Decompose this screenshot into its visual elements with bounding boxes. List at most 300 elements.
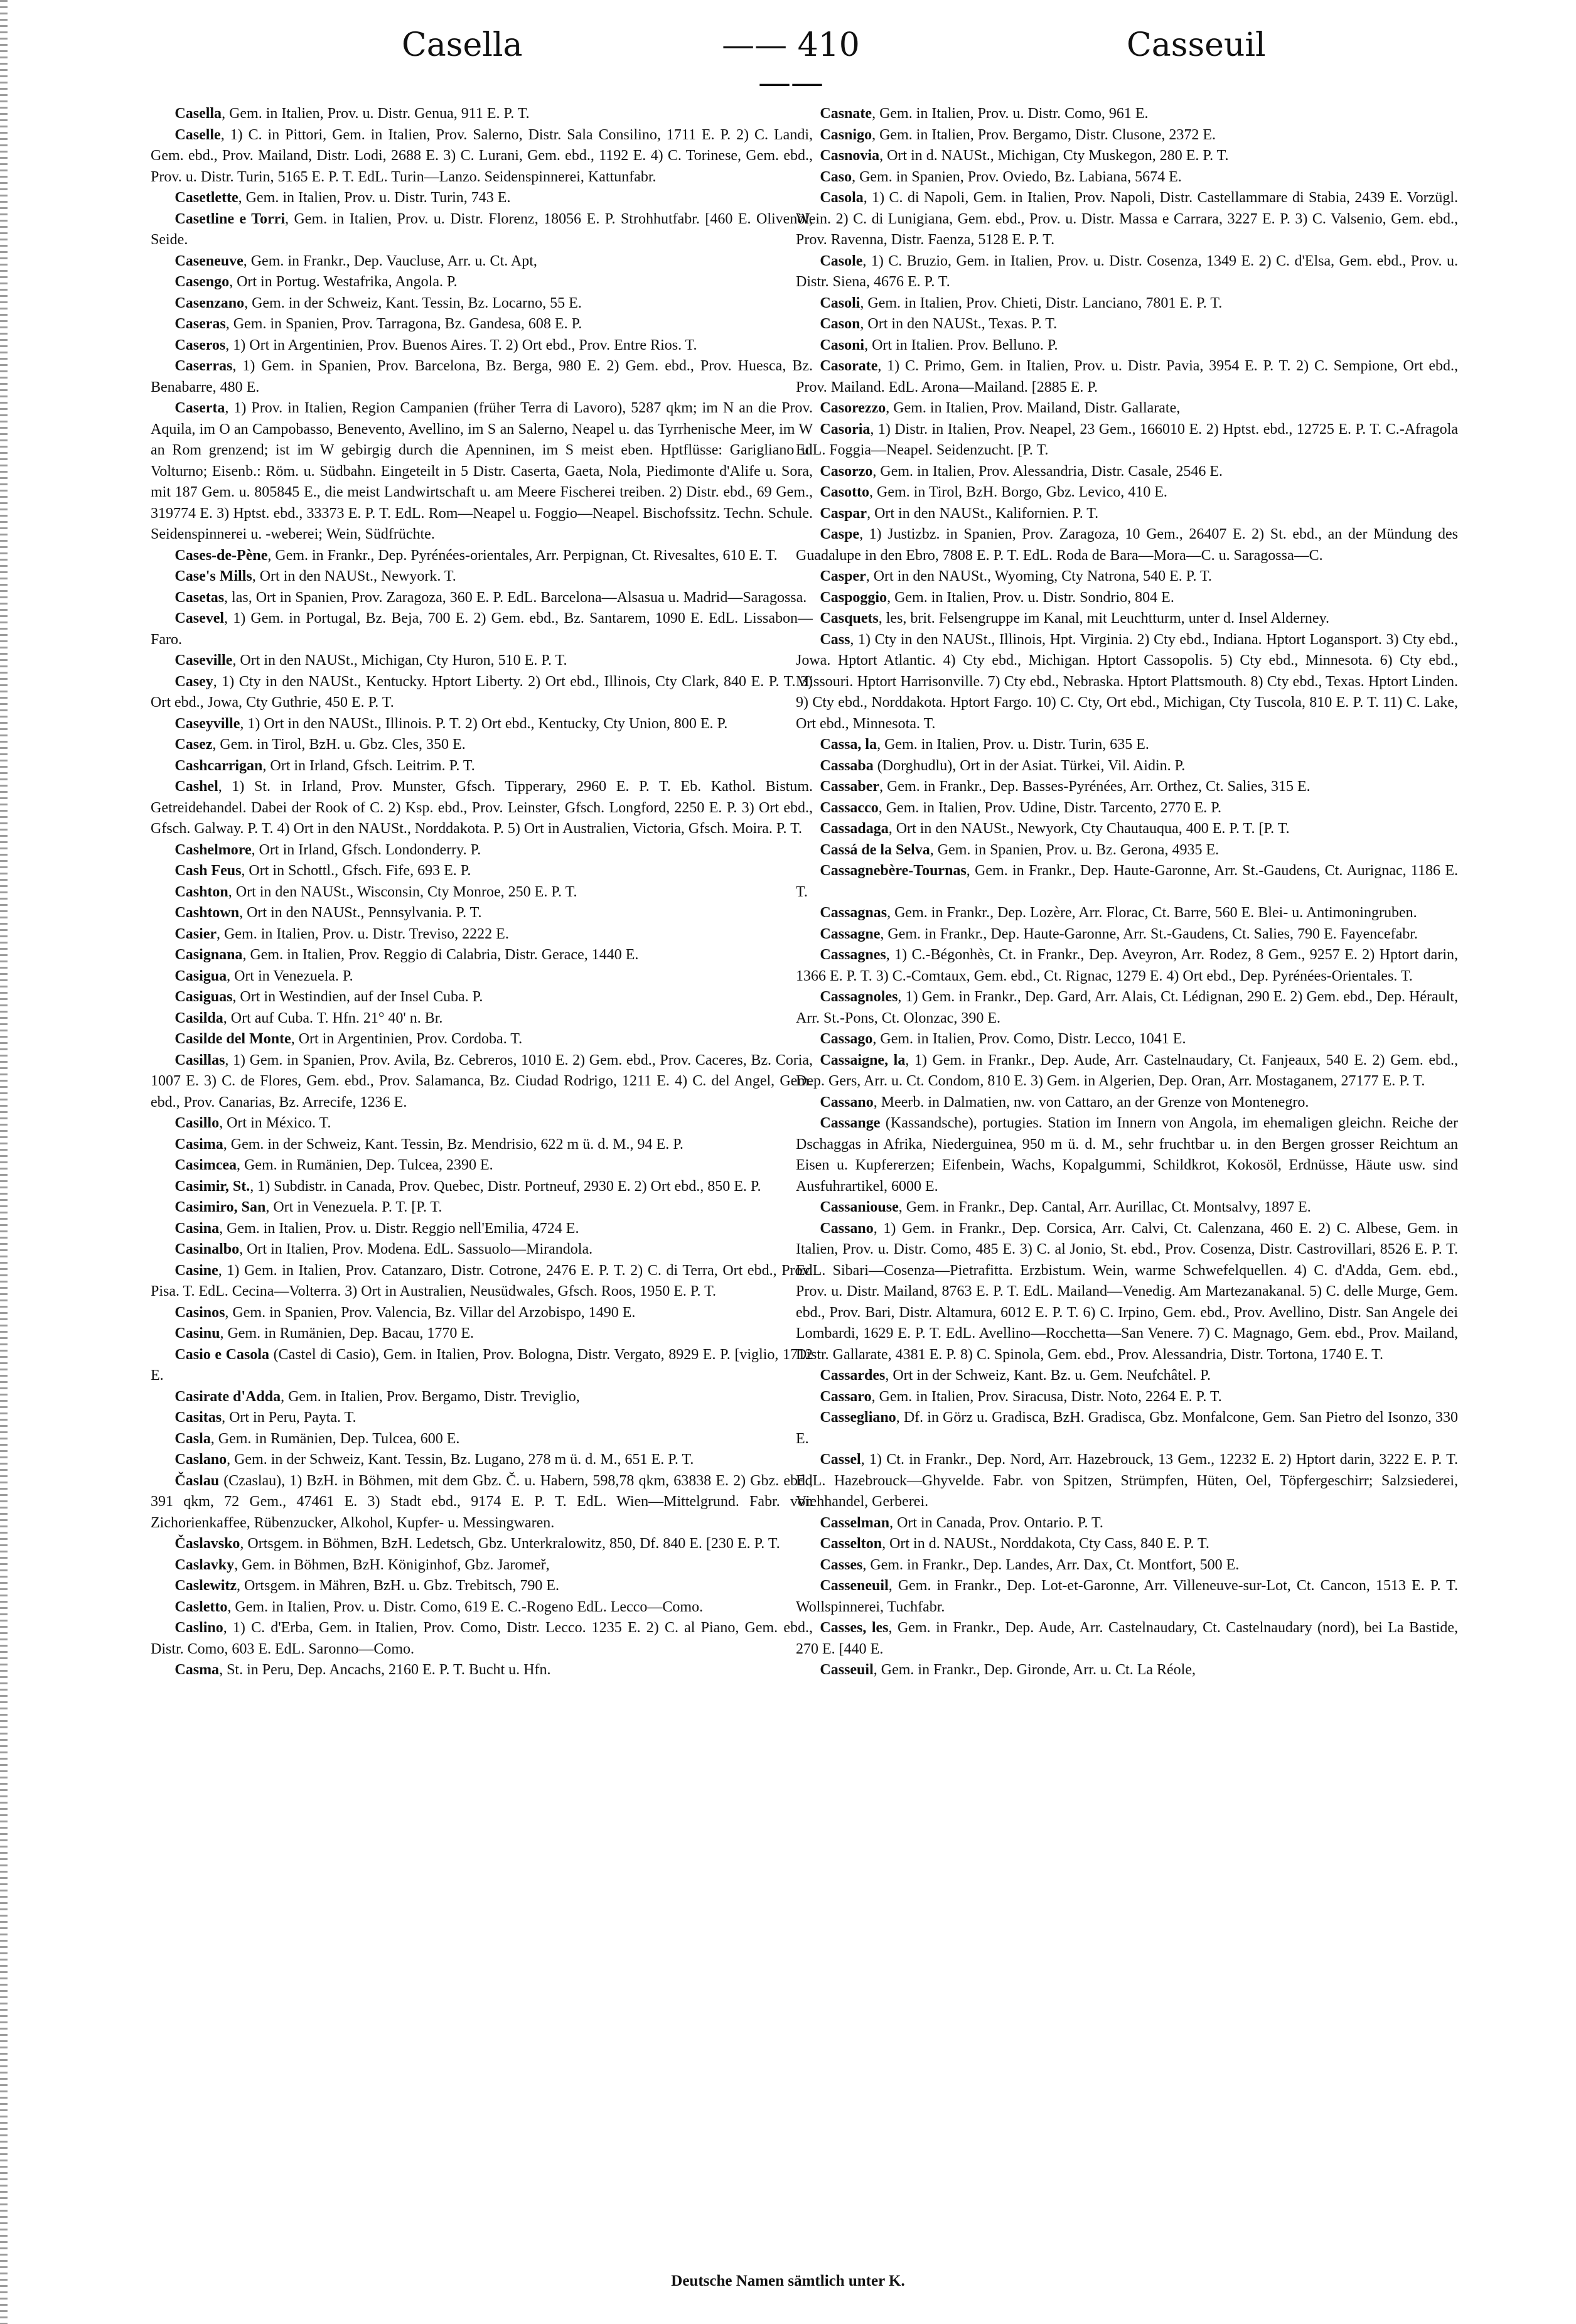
dictionary-entry	[796, 461, 1458, 483]
entry-text: , Ort in Argentinien, Prov. Cordoba. T.	[291, 1031, 523, 1047]
dictionary-entry	[151, 356, 813, 398]
entry-lemma: Cases-de-Pène	[174, 547, 268, 564]
entry-text: , Ort in der Schweiz, Kant. Bz. u. Gem. Neufchâtel. P.	[885, 1367, 1211, 1384]
entry-lemma: Casignana	[174, 947, 243, 963]
dictionary-entry	[151, 1660, 813, 1681]
entry-lemma: Casetas	[174, 589, 225, 606]
dictionary-entry	[151, 1008, 813, 1030]
dictionary-entry	[151, 840, 813, 861]
dictionary-entry	[796, 482, 1458, 503]
entry-text: , Gem. in Italien, Prov. u. Distr. Florenz, 18056 E. P. Strohhutfabr. [460 E. Olivenöl, Seide.	[151, 210, 813, 248]
entry-text: , Ort auf Cuba. T. Hfn. 21° 40' n. Br.	[223, 1009, 443, 1026]
entry-text: , Gem. in der Schweiz, Kant. Tessin, Bz. Mendrisio, 622 m ü. d. M., 94 E. P.	[223, 1136, 683, 1153]
header-last-entry: Casseuil	[1127, 26, 1266, 64]
entry-text: , Meerb. in Dalmatien, nw. von Cattaro, an der Grenze von Montenegro.	[873, 1094, 1309, 1111]
entry-lemma: Casillas	[174, 1052, 225, 1068]
entry-text: , 1) Distr. in Italien, Prov. Neapel, 23 Gem., 166010 E. 2) Hptst. ebd., 12725 E. P. T. C.-Afragola EdL. Foggia—Neapel. Seidenzucht. [P. T.	[796, 421, 1458, 458]
entry-text: , Ort in den NAUSt., Pennsylvania. P. T.	[239, 905, 482, 921]
dictionary-entry	[796, 251, 1458, 293]
entry-text: (Czaslau), 1) BzH. in Böhmen, mit dem Gbz. Č. u. Habern, 598,78 qkm, 63838 E. 2) Gbz. ebd., 391 qkm, 72 Gem., 47461 E. 3) Stadt ebd., 9174 E. P. T. EdL. Wien—Mittelgrund. Fabr. von Zichorienkaffee, Rübenzucker, Alkohol, Kupfer- u. Messingwaren.	[151, 1472, 813, 1531]
entry-lemma: Cassago	[820, 1031, 873, 1047]
entry-lemma: Casinu	[174, 1325, 220, 1342]
entry-text: , Gem. in Italien, Prov. u. Distr. Treviso, 2222 E.	[217, 925, 509, 942]
entry-text: , Ortsgem. in Böhmen, BzH. Ledetsch, Gbz. Unterkralowitz, 850, Df. 840 E. [230 E. P. T.	[240, 1536, 780, 1552]
entry-lemma: Case's Mills	[174, 568, 252, 584]
entry-lemma: Caspoggio	[820, 589, 887, 606]
entry-lemma: Casinos	[174, 1304, 225, 1321]
dictionary-entry	[796, 756, 1458, 777]
entry-text: , Ort in d. NAUSt., Michigan, Cty Muskegon, 280 E. P. T.	[879, 148, 1229, 164]
entry-text: , Ort in den NAUSt., Newyork, Cty Chautauqua, 400 E. P. T. [P. T.	[888, 820, 1290, 837]
entry-text: , Gem. in Italien, Prov. Bergamo, Distr. Clusone, 2372 E.	[872, 126, 1216, 143]
entry-text: , Ort in Portug. Westafrika, Angola. P.	[229, 274, 458, 290]
entry-text: , Ort in Irland, Gfsch. Leitrim. P. T.	[262, 757, 475, 774]
footer-note: Deutsche Namen sämtlich unter K.	[671, 2273, 905, 2289]
dictionary-entry	[151, 398, 813, 546]
entry-lemma: Casole	[820, 252, 863, 269]
entry-lemma: Cason	[820, 316, 860, 332]
entry-lemma: Casimcea	[174, 1157, 237, 1173]
entry-text: , 1) Gem. in Spanien, Prov. Barcelona, Bz. Berga, 980 E. 2) Gem. ebd., Prov. Huesca, Bz. Benabarre, 480 E.	[151, 358, 813, 395]
entry-text: , Gem. in Frankr., Dep. Aude, Arr. Castelnaudary, Ct. Castelnaudary (nord), bei La Bastide, 270 E. [440 E.	[796, 1620, 1458, 1657]
entry-text: , Ort in Italien. Prov. Belluno. P.	[864, 336, 1058, 353]
entry-lemma: Caseneuve	[174, 252, 244, 269]
entry-lemma: Cassagnebère-Tournas	[820, 863, 967, 879]
entry-lemma: Casiguas	[174, 989, 233, 1005]
entry-text: , Df. in Görz u. Gradisca, BzH. Gradisca, Gbz. Monfalcone, Gem. San Pietro del Isonzo, 330 E.	[796, 1409, 1458, 1447]
dictionary-entry	[151, 188, 813, 209]
entry-text: , 1) Gem. in Frankr., Dep. Gard, Arr. Alais, Ct. Lédignan, 290 E. 2) Gem. ebd., Dep. Hérault, Arr. St.-Pons, Ct. Olonzac, 390 E.	[796, 989, 1458, 1026]
entry-lemma: Casper	[820, 568, 866, 584]
entry-lemma: Caslavky	[174, 1556, 235, 1573]
dictionary-entry	[151, 1113, 813, 1134]
entry-lemma: Cassagnes	[820, 947, 886, 963]
dictionary-entry	[151, 125, 813, 188]
entry-lemma: Cassange	[820, 1115, 881, 1131]
dictionary-entry	[796, 125, 1458, 146]
entry-lemma: Cassaber	[820, 778, 880, 795]
entry-text: , Gem. in Italien, Prov. Mailand, Distr. Gallarate,	[886, 400, 1181, 416]
entry-text: , Gem. in Spanien, Prov. Tarragona, Bz. Gandesa, 608 E. P.	[225, 316, 582, 332]
dictionary-entry	[151, 882, 813, 903]
dictionary-entry	[796, 588, 1458, 609]
dictionary-entry	[796, 987, 1458, 1029]
entry-lemma: Caslano	[174, 1451, 227, 1468]
entry-lemma: Casoria	[820, 421, 871, 438]
dictionary-entry	[151, 1176, 813, 1198]
entry-text: , Ort in den NAUSt., Wyoming, Cty Natrona, 540 E. P. T.	[866, 568, 1212, 584]
dictionary-entry	[151, 987, 813, 1008]
right-column	[796, 104, 1458, 2257]
entry-text: , 1) Cty in den NAUSt., Kentucky. Hptort Liberty. 2) Ort ebd., Illinois, Cty Clark, 840 E. P. T. 3) Ort ebd., Jowa, Cty Guthrie, 450 E. P. T.	[151, 673, 813, 711]
entry-lemma: Casseuil	[820, 1662, 874, 1678]
entry-lemma: Cassegliano	[820, 1409, 896, 1426]
entry-text: , Gem. in Italien, Prov. Chieti, Distr. Lanciano, 7801 E. P. T.	[860, 294, 1223, 311]
entry-text: , Gem. in Italien, Prov. u. Distr. Sondrio, 804 E.	[887, 589, 1174, 606]
entry-text: , Gem. in Italien, Prov. Reggio di Calabria, Distr. Gerace, 1440 E.	[242, 947, 639, 963]
entry-text: , 1) Prov. in Italien, Region Campanien (früher Terra di Lavoro), 5287 qkm; im N an die Prov. Aquila, im O an Campobasso, Benevento, Avellino, im S an Salerno, Neapel u. das Tyrrhenische Meer, im W an Rom grenzend; ist im W gebirgig durch die Apenninen, im S meist eben. Hptflüsse: Garigliano u. Volturno; Eisenb.: Röm. u. Südbahn. Eingeteilt in 5 Distr. Caserta, Gaeta, Nola, Piedimonte d'Alife u. Sora, mit 187 Gem. u. 805845 E., die meist Landwirtschaft u. am Meere Fischerei treiben. 2) Distr. ebd., 69 Gem., 319774 E. 3) Hptst. ebd., 33373 E. P. T. EdL. Rom—Neapel u. Foggio—Neapel. Bischofssitz. Techn. Schule. Seidenspinnerei u. -weberei; Wein, Südfrüchte.	[151, 400, 813, 542]
dictionary-entry	[151, 546, 813, 567]
entry-lemma: Casimir, St.	[174, 1178, 250, 1195]
dictionary-entry	[796, 524, 1458, 566]
entry-text: , 1) Ort in Argentinien, Prov. Buenos Aires. T. 2) Ort ebd., Prov. Entre Rios. T.	[225, 336, 697, 353]
entry-text: , Gem. in Rumänien, Dep. Tulcea, 600 E.	[210, 1430, 460, 1447]
dictionary-entry	[151, 777, 813, 840]
dictionary-entry	[796, 840, 1458, 861]
entry-lemma: Casigua	[174, 967, 227, 984]
dictionary-entry	[151, 566, 813, 588]
entry-text: , Ort in Westindien, auf der Insel Cuba. P.	[232, 989, 483, 1005]
entry-lemma: Casorzo	[820, 463, 873, 480]
entry-text: (Kassandsche), portugies. Station im Innern von Angola, im ehemaligen gleichn. Reiche der Dschaggas in Afrika, Niederguinea, 950 m ü. d. M., sehr fruchtbar u. in den Bergen grosser Reichtum an Eisen u. Kupfererzen; Eifenbein, Wachs, Kopalgummi, Schildkrot, Kokosöl, Erdnüsse, Häute usw. sind Ausfuhrartikel, 6000 E.	[796, 1115, 1458, 1195]
dictionary-entry	[151, 1597, 813, 1618]
dictionary-entry	[796, 1555, 1458, 1576]
entry-text: , Gem. in Italien, Prov. Como, Distr. Lecco, 1041 E.	[872, 1031, 1186, 1047]
dictionary-entry	[796, 1218, 1458, 1366]
dictionary-entry	[151, 1555, 813, 1576]
entry-text: , Gem. in Frankr., Dep. Gironde, Arr. u. Ct. La Réole,	[873, 1662, 1196, 1678]
entry-text: , 1) Gem. in Frankr., Dep. Aude, Arr. Castelnaudary, Ct. Fanjeaux, 540 E. 2) Gem. ebd., Dep. Gers, Arr. u. Ct. Condom, 810 E. 3) Gem. in Algerien, Dep. Oran, Arr. Mostaganem, 27177 E. P. T.	[796, 1052, 1458, 1089]
entry-text: , Gem. in Böhmen, BzH. Königinhof, Gbz. Jaromeř,	[234, 1556, 550, 1573]
dictionary-entry	[796, 777, 1458, 798]
entry-lemma: Casma	[174, 1662, 220, 1678]
entry-lemma: Cassacco	[820, 799, 879, 816]
entry-lemma: Casina	[174, 1220, 220, 1237]
dictionary-entry	[796, 1576, 1458, 1618]
entry-lemma: Casnate	[820, 105, 872, 122]
entry-lemma: Caseras	[174, 316, 226, 332]
entry-text: , Gem. in Italien, Prov. u. Distr. Como, 961 E.	[872, 105, 1149, 122]
dictionary-entry	[796, 861, 1458, 903]
entry-text: , 1) Gem. in Italien, Prov. Catanzaro, Distr. Cotrone, 2476 E. P. T. 2) C. di Terra, Ort ebd., Prov. Pisa. T. EdL. Cecina—Volterra. 3) Ort in Australien, Neusüdwales, Gfsch. Roos, 1950 E. P. T.	[151, 1262, 813, 1299]
entry-lemma: Caserta	[174, 400, 225, 416]
dictionary-entry	[151, 1323, 813, 1345]
entry-lemma: Caselle	[174, 126, 221, 143]
entry-lemma: Cassagne	[820, 925, 881, 942]
dictionary-entry	[796, 293, 1458, 315]
dictionary-entry	[796, 503, 1458, 525]
entry-lemma: Cashelmore	[174, 841, 252, 858]
entry-text: , Ort in Venezuela. P. T. [P. T.	[265, 1199, 442, 1215]
entry-text: , Ort in den NAUSt., Texas. P. T.	[860, 316, 1058, 332]
dictionary-entry	[151, 1261, 813, 1303]
entry-lemma: Casio e Casola	[174, 1346, 269, 1363]
entry-lemma: Casorezzo	[820, 400, 886, 416]
left-column	[151, 104, 813, 2257]
dictionary-entry	[151, 314, 813, 335]
entry-lemma: Časlavsko	[174, 1536, 240, 1552]
entry-lemma: Cassagnas	[820, 905, 887, 921]
dictionary-entry	[796, 798, 1458, 819]
dictionary-entry	[151, 903, 813, 924]
dictionary-entry	[151, 1218, 813, 1240]
dictionary-entry	[796, 1660, 1458, 1681]
entry-lemma: Cassadaga	[820, 820, 889, 837]
entry-text: , Ort in Schottl., Gfsch. Fife, 693 E. P.	[241, 863, 471, 879]
entry-text: (Dorghudlu), Ort in der Asiat. Türkei, Vil. Aidin. P.	[873, 757, 1186, 774]
entry-lemma: Casorate	[820, 358, 878, 374]
dictionary-entry	[796, 630, 1458, 735]
dictionary-entry	[151, 104, 813, 125]
dictionary-entry	[796, 1387, 1458, 1408]
entry-text: , Gem. in Spanien, Prov. u. Bz. Gerona, 4935 E.	[930, 841, 1220, 858]
dictionary-entry	[796, 314, 1458, 335]
dictionary-entry	[796, 819, 1458, 840]
dictionary-entry	[151, 1303, 813, 1324]
entry-text: , Gem. in der Schweiz, Kant. Tessin, Bz. Lugano, 278 m ü. d. M., 651 E. P. T.	[227, 1451, 694, 1468]
dictionary-entry	[151, 1050, 813, 1114]
dictionary-entry	[151, 1029, 813, 1050]
dictionary-entry	[796, 1534, 1458, 1555]
entry-text: , Gem. in Italien, Prov. u. Distr. Como, 619 E. C.-Rogeno EdL. Lecco—Como.	[227, 1598, 704, 1615]
dictionary-entry	[151, 1345, 813, 1387]
dictionary-entry	[151, 945, 813, 966]
dictionary-entry	[151, 756, 813, 777]
entry-text: , Gem. in Rumänien, Dep. Tulcea, 2390 E.	[237, 1157, 493, 1173]
dictionary-entry	[151, 1450, 813, 1471]
dictionary-entry	[796, 903, 1458, 924]
dictionary-entry	[796, 1029, 1458, 1050]
entry-text: , Gem. in Spanien, Prov. Valencia, Bz. Villar del Arzobispo, 1490 E.	[225, 1304, 636, 1321]
entry-lemma: Casey	[174, 673, 213, 690]
entry-lemma: Casilda	[174, 1009, 223, 1026]
dictionary-entry	[796, 608, 1458, 630]
entry-text: , 1) C. d'Erba, Gem. in Italien, Prov. Como, Distr. Lecco. 1235 E. 2) C. al Piano, Gem. ebd., Distr. Como, 603 E. EdL. Saronno—Como.	[151, 1620, 813, 1657]
entry-text: , 1) Gem. in Portugal, Bz. Beja, 700 E. 2) Gem. ebd., Bz. Santarem, 1090 E. EdL. Lissabon—Faro.	[151, 610, 813, 648]
dictionary-entry	[151, 1618, 813, 1660]
dictionary-entry	[151, 861, 813, 882]
entry-lemma: Cassano	[820, 1094, 874, 1111]
dictionary-entry	[151, 1197, 813, 1218]
entry-text: , Gem. in Italien, Prov. u. Distr. Turin, 743 E.	[238, 190, 511, 206]
entry-text: , Ort in Peru, Payta. T.	[222, 1409, 356, 1426]
dictionary-entry	[796, 924, 1458, 945]
entry-text: , Gem. in Spanien, Prov. Oviedo, Bz. Labiana, 5674 E.	[852, 168, 1182, 185]
entry-lemma: Caspe	[820, 526, 860, 542]
entry-text: , Gem. in Tirol, BzH. u. Gbz. Cles, 350 E.	[212, 736, 466, 753]
entry-text: , les, brit. Felsengruppe im Kanal, mit Leuchtturm, unter d. Insel Alderney.	[878, 610, 1330, 627]
entry-text: , St. in Peru, Dep. Ancachs, 2160 E. P. T. Bucht u. Hfn.	[219, 1662, 551, 1678]
entry-lemma: Casselman	[820, 1514, 890, 1531]
entry-lemma: Casilde del Monte	[174, 1031, 291, 1047]
entry-lemma: Casnovia	[820, 148, 880, 164]
entry-text: , Gem. in Italien, Prov. u. Distr. Reggio nell'Emilia, 4724 E.	[219, 1220, 579, 1237]
entry-text: , Ort in den NAUSt., Kalifornien. P. T.	[867, 505, 1099, 522]
entry-text: , Ort in Canada, Prov. Ontario. P. T.	[889, 1514, 1103, 1531]
entry-lemma: Cassardes	[820, 1367, 886, 1384]
dictionary-entry	[796, 945, 1458, 987]
dictionary-entry	[151, 966, 813, 987]
entry-lemma: Cassagnoles	[820, 989, 898, 1005]
dictionary-entry	[151, 1534, 813, 1555]
entry-text: , Ort in Italien, Prov. Modena. EdL. Sassuolo—Mirandola.	[239, 1241, 593, 1257]
entry-text: , Ort in den NAUSt., Newyork. T.	[252, 568, 456, 584]
dictionary-entry	[796, 1113, 1458, 1197]
entry-text: , Gem. in Italien, Prov. Siracusa, Distr. Noto, 2264 E. P. T.	[871, 1388, 1222, 1405]
dictionary-entry	[796, 146, 1458, 167]
entry-lemma: Casillo	[174, 1115, 220, 1131]
entry-lemma: Casetlette	[174, 190, 239, 206]
entry-text: , Gem. in Frankr., Dep. Haute-Garonne, Arr. St.-Gaudens, Ct. Aurignac, 1186 E. T.	[796, 863, 1458, 900]
entry-lemma: Cashtown	[174, 905, 240, 921]
entry-text: , Ort in Venezuela. P.	[227, 967, 353, 984]
entry-text: , Gem. in Frankr., Dep. Landes, Arr. Dax, Ct. Montfort, 500 E.	[862, 1556, 1240, 1573]
entry-lemma: Cassá de la Selva	[820, 841, 930, 858]
entry-lemma: Casoni	[820, 336, 865, 353]
entry-text: , 1) Gem. in Frankr., Dep. Corsica, Arr. Calvi, Ct. Calenzana, 460 E. 2) C. Albese, Gem. in Italien, Prov. u. Distr. Como, 485 E. 3) C. al Jonio, St. ebd., Prov. Cosenza, Distr. Castrovillari, 8526 E. P. T. EdL. Sibari—Cosenza—Pietrafitta. Erzbistum. Wein, warme Schwefelquellen. 4) C. d'Adda, Gem. ebd., Prov. u. Distr. Mailand, 8763 E. P. T. EdL. Mailand—Venedig. Am Martezanakanal. 5) C. delle Murge, Gem. ebd., Prov. Bari, Distr. Altamura, 6012 E. P. T. 6) C. Irpino, Gem. ebd., Prov. Avellino, Distr. San Angele dei Lombardi, 1629 E. P. T. EdL. Avellino—Rocchetta—San Venere. 7) C. Magnago, Gem. ebd., Prov. Mailand, Distr. Gallarate, 4381 E. P. 8) C. Spinola, Gem. ebd., Prov. Alessandria, Distr. Tortona, 1740 E. T.	[796, 1220, 1458, 1363]
entry-text: , Gem. in Frankr., Dep. Lot-et-Garonne, Arr. Villeneuve-sur-Lot, Ct. Cancon, 1513 E. P. T. Wollspinnerei, Tuchfabr.	[796, 1578, 1458, 1615]
dictionary-entry	[151, 714, 813, 735]
entry-lemma: Casirate d'Adda	[174, 1388, 281, 1405]
dictionary-entry	[796, 1365, 1458, 1387]
entry-lemma: Cashcarrigan	[174, 757, 263, 774]
entry-text: , Gem. in Frankr., Dep. Basses-Pyrénées, Arr. Orthez, Ct. Salies, 315 E.	[879, 778, 1311, 795]
dictionary-entry	[151, 1134, 813, 1156]
entry-text: , Ort in den NAUSt., Wisconsin, Cty Monroe, 250 E. P. T.	[228, 883, 577, 900]
entry-text: , Gem. in Italien, Prov. Bergamo, Distr. Treviglio,	[281, 1388, 580, 1405]
entry-lemma: Časlau	[174, 1472, 220, 1489]
entry-text: , Gem. in Frankr., Dep. Pyrénées-orientales, Arr. Perpignan, Ct. Rivesaltes, 610 E. T.	[267, 547, 778, 564]
entry-text: , 1) Gem. in Spanien, Prov. Avila, Bz. Cebreros, 1010 E. 2) Gem. ebd., Prov. Caceres, Bz. Coria, 1007 E. 3) C. de Flores, Gem. ebd., Prov. Salamanca, Bz. Ciudad Rodrigo, 1211 E. 4) C. del Angel, Gem. ebd., Prov. Canarias, Bz. Arrecife, 1236 E.	[151, 1052, 813, 1111]
entry-text: , Gem. in der Schweiz, Kant. Tessin, Bz. Locarno, 55 E.	[244, 294, 582, 311]
entry-lemma: Caso	[820, 168, 852, 185]
dictionary-entry	[151, 251, 813, 272]
dictionary-entry	[151, 1387, 813, 1408]
entry-lemma: Casoli	[820, 294, 860, 311]
dictionary-entry	[796, 419, 1458, 461]
entry-text: , Gem. in Italien, Prov. Udine, Distr. Tarcento, 2770 E. P.	[878, 799, 1221, 816]
dictionary-entry	[796, 356, 1458, 398]
entry-lemma: Casitas	[174, 1409, 222, 1426]
entry-text: , Ort in México. T.	[219, 1115, 331, 1131]
entry-text: (Castel di Casio), Gem. in Italien, Prov. Bologna, Distr. Vergato, 8929 E. P. [viglio, 1712 E.	[151, 1346, 813, 1384]
dictionary-entry	[796, 1407, 1458, 1450]
entry-text: , 1) C. Bruzio, Gem. in Italien, Prov. u. Distr. Cosenza, 1349 E. 2) C. d'Elsa, Gem. ebd., Prov. u. Distr. Siena, 4676 E. P. T.	[796, 252, 1458, 290]
dictionary-entry	[151, 1429, 813, 1450]
dictionary-entry	[796, 1618, 1458, 1660]
entry-lemma: Caseros	[174, 336, 226, 353]
dictionary-entry	[151, 734, 813, 756]
entry-lemma: Caseville	[174, 652, 233, 669]
entry-text: , 1) C. in Pittori, Gem. in Italien, Prov. Salerno, Distr. Sala Consilino, 1711 E. P. 2) C. Landi, Gem. ebd., Prov. Mailand, Distr. Lodi, 2688 E. 3) C. Lurani, Gem. ebd., 1192 E. 4) C. Torinese, Gem. ebd., Prov. u. Distr. Turin, 5165 E. P. T. EdL. Turin—Lanzo. Seidenspinnerei, Kattunfabr.	[151, 126, 813, 185]
dictionary-entry	[151, 335, 813, 357]
entry-lemma: Cassaro	[820, 1388, 872, 1405]
entry-text: , 1) C. di Napoli, Gem. in Italien, Prov. Napoli, Distr. Castellammare di Stabia, 2439 E. Vorzügl. Wein. 2) C. di Lunigiana, Gem. ebd., Prov. u. Distr. Massa e Carrara, 3227 E. P. 3) C. Valsenio, Gem. ebd., Prov. Ravenna, Distr. Faenza, 5128 E. P. T.	[796, 190, 1458, 248]
entry-text: , 1) C.-Bégonhès, Ct. in Frankr., Dep. Aveyron, Arr. Rodez, 8 Gem., 9257 E. 2) Hptort darin, 1366 E. P. T. 3) C.-Comtaux, Gem. ebd., Ct. Rignac, 1279 E. 4) Ort ebd., Dep. Pyrénées-Orientales. T.	[796, 947, 1458, 984]
entry-lemma: Casola	[820, 190, 864, 206]
entry-lemma: Casletto	[174, 1598, 228, 1615]
entry-lemma: Casetline e Torri	[174, 210, 285, 227]
entry-lemma: Cassaba	[820, 757, 874, 774]
entry-lemma: Cassaigne, la	[820, 1052, 906, 1068]
entry-text: , Gem. in Frankr., Dep. Lozère, Arr. Florac, Ct. Barre, 560 E. Blei- u. Antimoningruben.	[887, 905, 1417, 921]
entry-text: , 1) St. in Irland, Prov. Munster, Gfsch. Tipperary, 2960 E. P. T. Eb. Kathol. Bistum. Getreidehandel. Dabei der Rook of C. 2) Ksp. ebd., Prov. Leinster, Gfsch. Longford, 2250 E. P. 3) Ort ebd., Gfsch. Galway. P. T. 4) Ort in den NAUSt., Norddakota. P. 5) Ort in Australien, Victoria, Gfsch. Moira. P. T.	[151, 778, 813, 837]
entry-lemma: Cassano	[820, 1220, 874, 1237]
scan-edge	[0, 0, 8, 2324]
dictionary-entry	[151, 672, 813, 714]
entry-lemma: Caspar	[820, 505, 867, 522]
dictionary-entry	[796, 1050, 1458, 1092]
entry-lemma: Casine	[174, 1262, 218, 1279]
dictionary-entry	[796, 398, 1458, 419]
entry-lemma: Casla	[174, 1430, 211, 1447]
dictionary-entry	[796, 1513, 1458, 1534]
dictionary-entry	[151, 209, 813, 251]
dictionary-entry	[151, 650, 813, 672]
dictionary-entry	[796, 167, 1458, 188]
entry-lemma: Caseyville	[174, 715, 240, 732]
entry-text: , Gem. in Frankr., Dep. Vaucluse, Arr. u. Ct. Apt,	[243, 252, 537, 269]
entry-lemma: Casima	[174, 1136, 223, 1153]
entry-lemma: Casinalbo	[174, 1241, 240, 1257]
dictionary-entry	[151, 588, 813, 609]
entry-text: , Gem. in Italien, Prov. Alessandria, Distr. Casale, 2546 E.	[872, 463, 1223, 480]
entry-lemma: Caserras	[174, 358, 233, 374]
entry-lemma: Casevel	[174, 610, 225, 627]
dictionary-entry	[151, 1576, 813, 1597]
entry-lemma: Casnigo	[820, 126, 872, 143]
entry-lemma: Casquets	[820, 610, 879, 627]
entry-lemma: Cashton	[174, 883, 228, 900]
dictionary-entry	[151, 293, 813, 315]
entry-lemma: Casselton	[820, 1536, 882, 1552]
dictionary-entry	[151, 608, 813, 650]
dictionary-entry	[151, 1239, 813, 1261]
entry-text: , Gem. in Frankr., Dep. Haute-Garonne, Arr. St.-Gaudens, Ct. Salies, 790 E. Fayencefabr.	[880, 925, 1418, 942]
entry-lemma: Cassel	[820, 1451, 861, 1468]
entry-text: , Ort in d. NAUSt., Norddakota, Cty Cass, 840 E. P. T.	[882, 1536, 1209, 1552]
entry-lemma: Casengo	[174, 274, 230, 290]
page-number: —— 410 ——	[722, 26, 860, 102]
dictionary-entry	[796, 1197, 1458, 1218]
dictionary-entry	[151, 272, 813, 293]
entry-lemma: Casez	[174, 736, 213, 753]
entry-lemma: Casier	[174, 925, 217, 942]
entry-text: , Ort in Irland, Gfsch. Londonderry. P.	[251, 841, 481, 858]
entry-lemma: Cash Feus	[174, 863, 242, 879]
entry-text: , 1) Subdistr. in Canada, Prov. Quebec, Distr. Portneuf, 2930 E. 2) Ort ebd., 850 E. P.	[250, 1178, 761, 1195]
dictionary-entry	[151, 924, 813, 945]
entry-lemma: Casotto	[820, 484, 870, 500]
entry-text: , 1) Ct. in Frankr., Dep. Nord, Arr. Hazebrouck, 13 Gem., 12232 E. 2) Hptort darin, 3222 E. P. T. EdL. Hazebrouck—Ghyvelde. Fabr. von Spitzen, Strümpfen, Hüten, Oel, Töpfergeschirr; Salzsiederei, Viehhandel, Gerberei.	[796, 1451, 1458, 1510]
entry-text: , 1) Cty in den NAUSt., Illinois, Hpt. Virginia. 2) Cty ebd., Indiana. Hptort Logansport. 3) Cty ebd., Jowa. Hptort Atlantic. 4) Cty ebd., Michigan. Hptort Cassopolis. 5) Cty ebd., Minnesota. 6) Cty ebd., Missouri. Hptort Harrisonville. 7) Cty ebd., Nebraska. Hptort Plattsmouth. 8) Cty ebd., Texas. Hptort Linden. 9) Cty ebd., Norddakota. Hptort Fargo. 10) C. Cty, Ort ebd., Michigan, Cty Tuscola, 810 E. P. T. 11) C. Lake, Ort ebd., Minnesota. T.	[796, 631, 1458, 732]
entry-text: , Ortsgem. in Mähren, BzH. u. Gbz. Trebitsch, 790 E.	[237, 1578, 559, 1594]
entry-lemma: Cassaniouse	[820, 1199, 899, 1215]
entry-lemma: Casses	[820, 1556, 863, 1573]
dictionary-entry	[796, 188, 1458, 251]
dictionary-entry	[796, 566, 1458, 588]
entry-text: , 1) Justizbz. in Spanien, Prov. Zaragoza, 10 Gem., 26407 E. 2) St. ebd., an der Mündung des Guadalupe in den Ebro, 7808 E. P. T. EdL. Roda de Bara—Mora—C. u. Saragossa—C.	[796, 526, 1458, 564]
entry-text: , Ort in den NAUSt., Michigan, Cty Huron, 510 E. P. T.	[232, 652, 567, 669]
header-first-entry: Casella	[402, 26, 523, 64]
entry-lemma: Casimiro, San	[174, 1199, 266, 1215]
entry-text: , 1) Ort in den NAUSt., Illinois. P. T. 2) Ort ebd., Kentucky, Cty Union, 800 E. P.	[240, 715, 728, 732]
entry-text: , Gem. in Italien, Prov. u. Distr. Genua, 911 E. P. T.	[222, 105, 530, 122]
entry-lemma: Casses, les	[820, 1620, 889, 1636]
entry-lemma: Casseneuil	[820, 1578, 889, 1594]
dictionary-entry	[796, 1450, 1458, 1513]
entry-text: , Gem. in Rumänien, Dep. Bacau, 1770 E.	[220, 1325, 474, 1342]
entry-text: , 1) C. Primo, Gem. in Italien, Prov. u. Distr. Pavia, 3954 E. P. T. 2) C. Sempione, Ort ebd., Prov. Mailand. EdL. Arona—Mailand. [2885 E. P.	[796, 358, 1458, 395]
entry-lemma: Caslino	[174, 1620, 223, 1636]
entry-lemma: Casella	[174, 105, 222, 122]
entry-text: , las, Ort in Spanien, Prov. Zaragoza, 360 E. P. EdL. Barcelona—Alsasua u. Madrid—Saragossa.	[224, 589, 807, 606]
entry-lemma: Casenzano	[174, 294, 245, 311]
entry-text: , Gem. in Tirol, BzH. Borgo, Gbz. Levico, 410 E.	[869, 484, 1167, 500]
entry-lemma: Cashel	[174, 778, 218, 795]
entry-text: , Gem. in Italien, Prov. u. Distr. Turin, 635 E.	[877, 736, 1149, 753]
dictionary-entry	[796, 734, 1458, 756]
